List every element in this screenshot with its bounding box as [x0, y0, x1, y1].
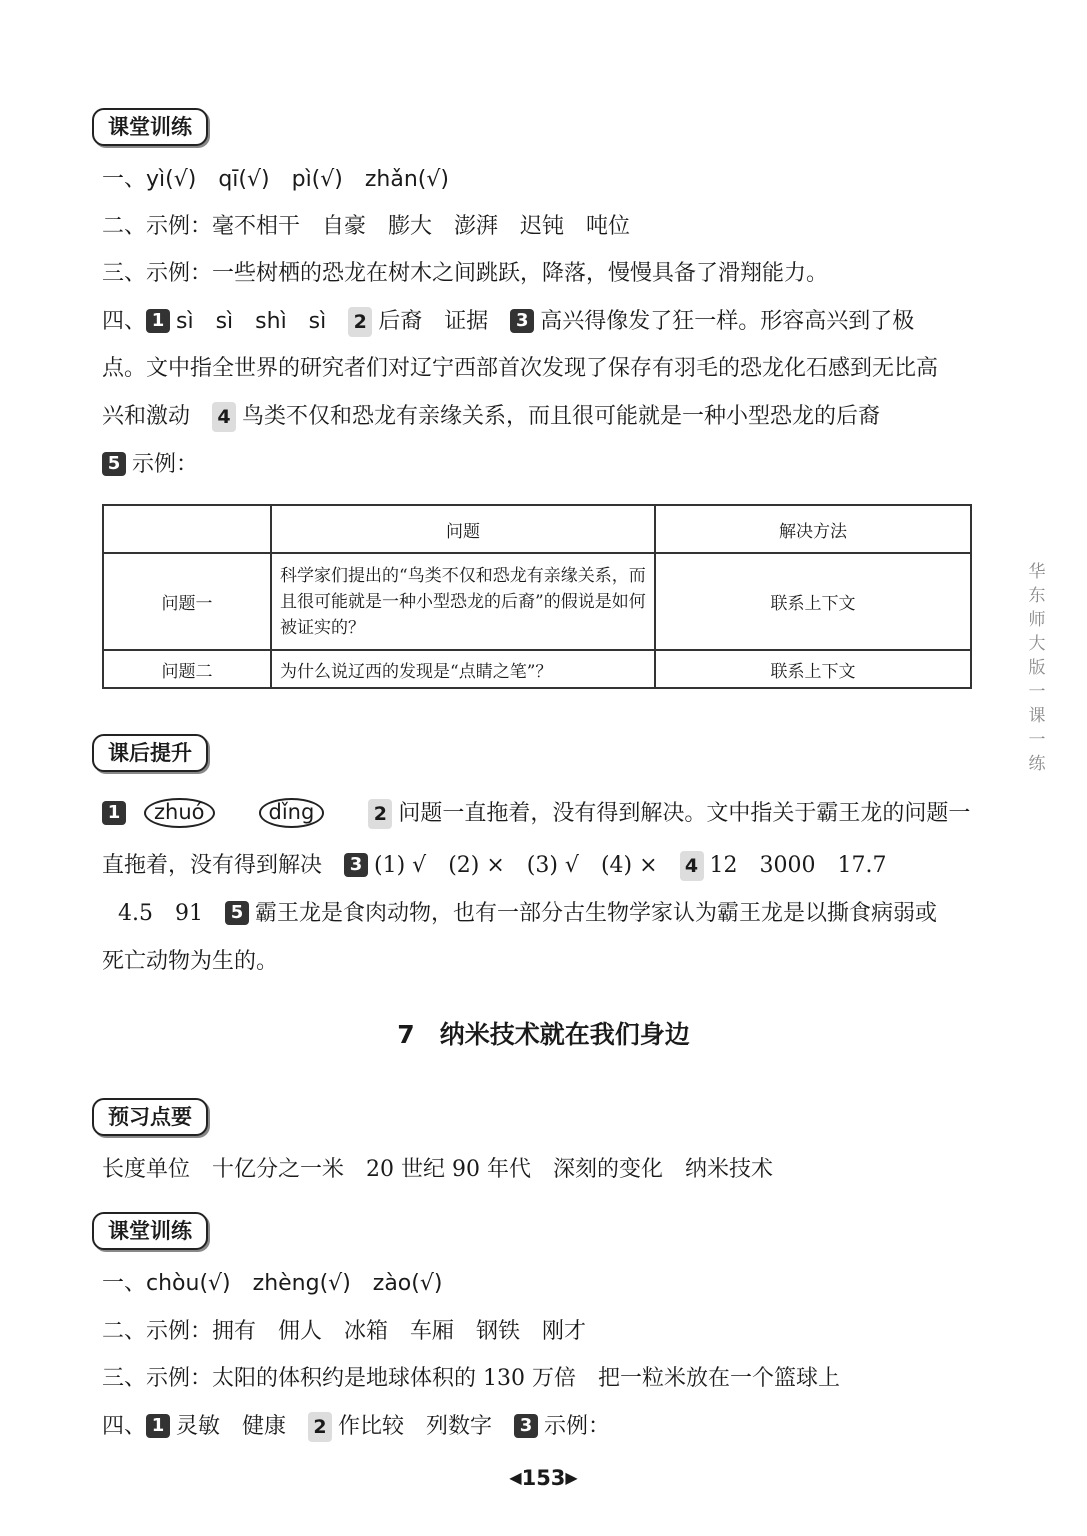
section-title-preview: 预习点要 — [92, 1098, 208, 1136]
answer-text: 4.5 91 — [118, 901, 203, 926]
question-number-badge: 3 — [344, 853, 368, 877]
table-row — [103, 553, 971, 650]
answer-line-7 — [102, 450, 198, 480]
table-cell: 联系上下文 — [655, 650, 971, 688]
question-number-badge: 2 — [308, 1412, 332, 1442]
table-cell: 科学家们提出的“鸟类不仅和恐龙有亲缘关系，而且很可能就是一种小型恐龙的后裔”的假说是如何被证实的？ — [271, 553, 655, 650]
triangle-left-icon: ◀ — [509, 1468, 522, 1487]
question-number-badge: 5 — [225, 901, 249, 925]
answer-text: 鸟类不仅和恐龙有亲缘关系，而且很可能就是一种小型恐龙的后裔 — [242, 404, 881, 429]
table-cell: 问题一 — [103, 553, 271, 650]
answer-line-2: 二、示例：毫不相干 自豪 膨大 澎湃 迟钝 吨位 — [102, 214, 631, 239]
answer-line-3: 三、示例：一些树栖的恐龙在树木之间跳跃，降落，慢慢具备了滑翔能力。 — [102, 261, 829, 286]
question-number-badge: 1 — [102, 801, 126, 825]
answer-line-8 — [102, 798, 970, 829]
answer-text: 霸王龙是食肉动物，也有一部分古生物学家认为霸王龙是以撕食病弱或 — [254, 901, 937, 926]
answer-line-14: 三、示例：太阳的体积约是地球体积的 130 万倍 把一粒米放在一个篮球上 — [102, 1366, 840, 1391]
circled-pinyin: zhuó — [144, 798, 215, 828]
section-title-classroom-training-2: 课堂训练 — [92, 1212, 208, 1250]
item-prefix: 四、 — [102, 1414, 147, 1439]
pinyin-answer: zhèng(√) — [252, 1271, 351, 1296]
section-title-classroom-training: 课堂训练 — [92, 108, 208, 146]
question-number-badge: 1 — [146, 309, 170, 333]
answer-text: 后裔 证据 — [378, 309, 489, 334]
answer-line-9 — [102, 851, 887, 881]
circled-pinyin: dǐng — [259, 798, 325, 828]
question-number-badge: 3 — [510, 309, 534, 333]
table-header-cell: 解决方法 — [655, 505, 971, 553]
answer-line-5: 点。文中指全世界的研究者们对辽宁西部首次发现了保存有羽毛的恐龙化石感到无比高 — [102, 356, 939, 381]
question-number-badge: 1 — [146, 1414, 170, 1438]
table-header-cell — [103, 505, 271, 553]
table-header-cell: 问题 — [271, 505, 655, 553]
question-number-badge: 2 — [368, 799, 392, 829]
triangle-right-icon: ▶ — [565, 1468, 578, 1487]
answer-line-13: 二、示例：拥有 佣人 冰箱 车厢 钢铁 刚才 — [102, 1319, 587, 1344]
answer-text: 高兴得像发了狂一样。形容高兴到了极 — [540, 309, 915, 334]
table-cell: 问题二 — [103, 650, 271, 688]
item-prefix: 一、 — [102, 167, 147, 192]
answer-line-12 — [102, 1269, 442, 1299]
answer-line-10 — [118, 899, 937, 929]
table-cell: 联系上下文 — [655, 553, 971, 650]
page-number — [0, 1466, 1087, 1490]
answer-line-15 — [102, 1412, 610, 1442]
table-cell: 为什么说辽西的发现是“点睛之笔”？ — [271, 650, 655, 688]
table-row — [103, 650, 971, 688]
answer-text: 12 3000 17.7 — [709, 853, 887, 878]
question-table — [102, 504, 972, 689]
sidebar-series-label: 华东师大版一课一练 — [1028, 562, 1046, 774]
lesson-title: 7 纳米技术就在我们身边 — [397, 1020, 690, 1049]
answer-line-11: 死亡动物为生的。 — [102, 949, 279, 974]
pinyin-answer: sì sì shì sì — [176, 309, 327, 334]
answer-text: 兴和激动 — [102, 404, 191, 429]
answer-text: (1) √ (2) × (3) √ (4) × — [374, 853, 658, 878]
question-number-badge: 4 — [212, 402, 236, 432]
answer-line-4 — [102, 307, 914, 337]
answer-text: 示例： — [544, 1414, 611, 1439]
answer-text: 作比较 列数字 — [338, 1414, 493, 1439]
question-number-badge: 2 — [348, 307, 372, 337]
item-prefix: 一、 — [102, 1271, 147, 1296]
answer-line-1 — [102, 165, 449, 195]
question-number-badge: 4 — [680, 851, 704, 881]
pinyin-answer: zhǎn(√) — [364, 167, 449, 192]
section-title-after-class: 课后提升 — [92, 734, 208, 772]
pinyin-answer: yì(√) — [146, 167, 197, 192]
page-number-value: 153 — [521, 1466, 566, 1490]
table-header-row — [103, 505, 971, 553]
answer-text: 问题一直拖着，没有得到解决。文中指关于霸王龙的问题一 — [398, 801, 971, 826]
answer-text: 示例： — [132, 452, 199, 477]
answer-text: 直拖着，没有得到解决 — [102, 853, 323, 878]
item-prefix: 四、 — [102, 309, 147, 334]
pinyin-answer: chòu(√) — [146, 1271, 231, 1296]
pinyin-answer: qī(√) — [218, 167, 270, 192]
pinyin-answer: pì(√) — [291, 167, 343, 192]
preview-line: 长度单位 十亿分之一米 20 世纪 90 年代 深刻的变化 纳米技术 — [102, 1157, 773, 1182]
question-number-badge: 3 — [514, 1414, 538, 1438]
answer-line-6 — [102, 402, 880, 432]
pinyin-answer: zào(√) — [372, 1271, 443, 1296]
question-number-badge: 5 — [102, 452, 126, 476]
answer-text: 灵敏 健康 — [176, 1414, 287, 1439]
